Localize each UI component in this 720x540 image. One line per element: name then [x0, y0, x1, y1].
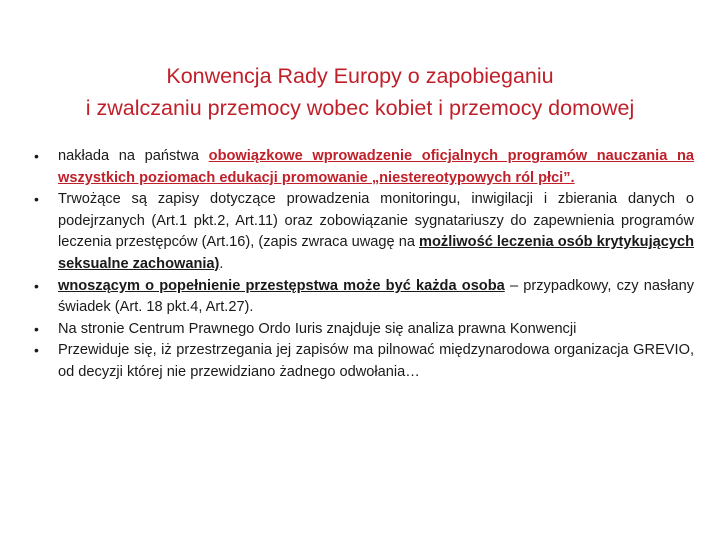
bullet-text: Na stronie Centrum Prawnego Ordo Iuris znajduje się analiza prawna Konwencji: [58, 320, 577, 337]
bullet-text-end: .: [219, 255, 224, 272]
title-line-2: i zwalczaniu przemocy wobec kobiet i przemocy domowej: [85, 96, 635, 120]
bullet-emphasis: obowiązkowe wprowadzenie oficjalnych programów nauczania na wszystkich poziomach edukacji promowanie „niestereotypowych ról płci”.: [58, 148, 695, 186]
bullet-emphasis: możliwość leczenia osób krytykujących seksualne zachowania): [58, 234, 694, 272]
bullet-text: Przewiduje się, iż przestrzegania jej zapisów ma pilnować międzynarodowa organizacja GREVIO, od decyzji której nie przewidziano żadnego odwołania…: [58, 342, 694, 380]
bullet-dot: •: [34, 342, 39, 359]
bullet-item: [34, 276, 694, 319]
bullet-list: [34, 146, 694, 384]
slide-title: [10, 60, 710, 124]
bullet-emphasis: wnoszącym o popełnienie przestępstwa może być każda osoba: [58, 277, 505, 294]
bullet-text: nakłada na państwa: [58, 148, 209, 164]
bullet-text-end: – przypadkowy, czy nasłany świadek (Art. 18 pkt.4, Art.27).: [58, 277, 695, 316]
bullet-dot: •: [34, 277, 39, 294]
bullet-item: [34, 340, 694, 383]
bullet-item: [34, 146, 694, 189]
title-line-1: Konwencja Rady Europy o zapobieganiu: [166, 64, 554, 88]
bullet-text: Trwożące są zapisy dotyczące prowadzenia monitoringu, inwigilacji i zbierania danych o podejrzanych (Art.1 pkt.2, Art.11) oraz zobowiązanie sygnatariuszy do zapewnienia programów leczenia przestępców (Art.16), (zapis zwraca uwagę na: [58, 191, 694, 251]
bullet-dot: •: [34, 148, 39, 164]
bullet-dot: •: [34, 320, 39, 337]
bullet-item: [34, 189, 694, 275]
bullet-dot: •: [34, 191, 39, 208]
bullet-item: [34, 319, 694, 341]
